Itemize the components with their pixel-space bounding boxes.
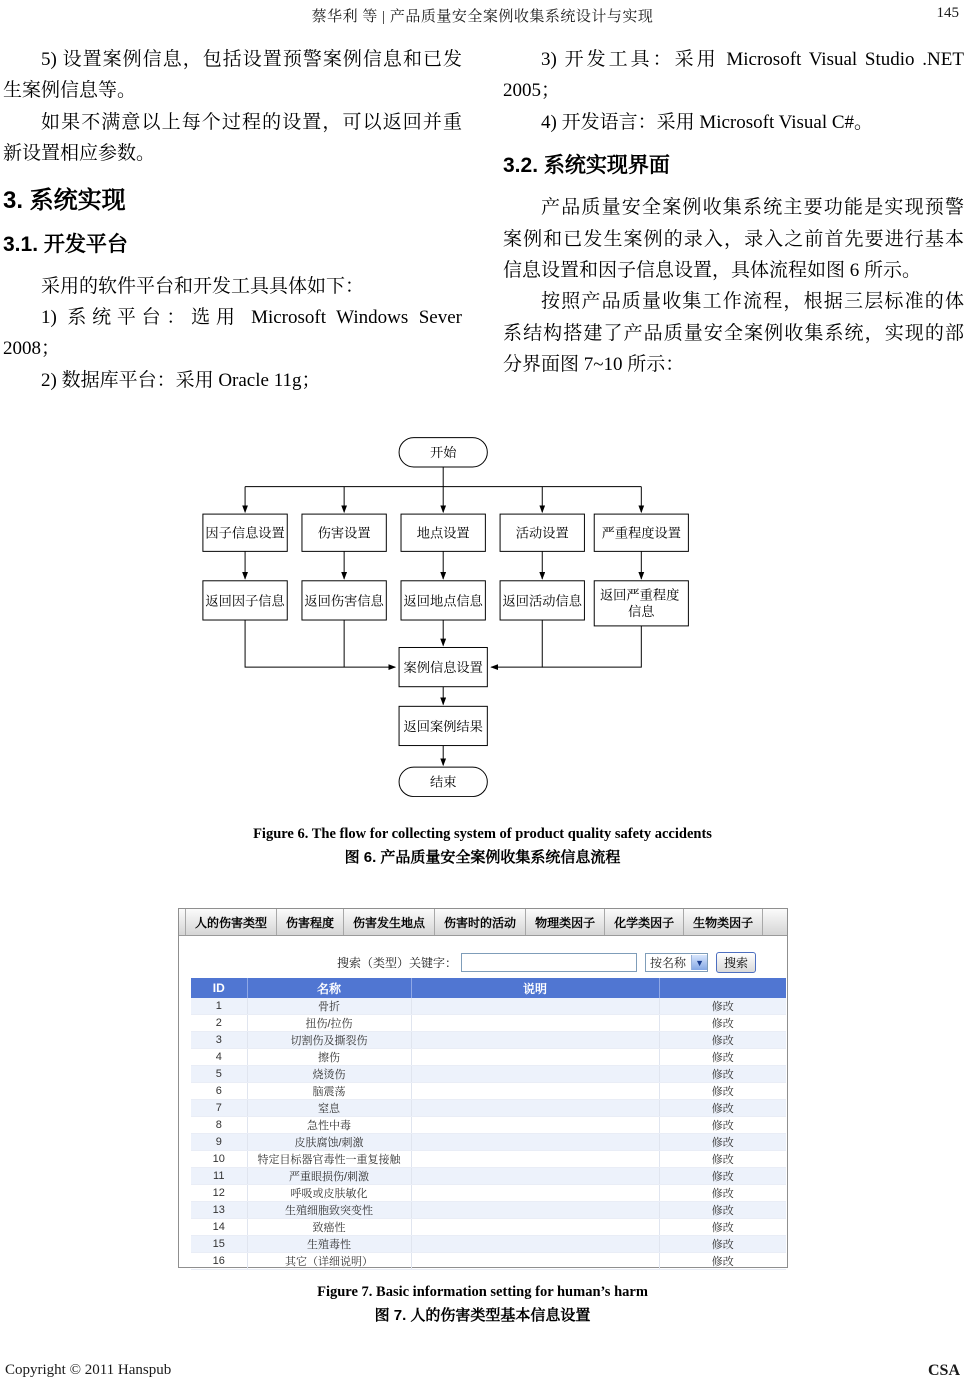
cell-desc (411, 1202, 659, 1219)
text-line: 2008； (3, 338, 61, 360)
flow-label: 返回活动信息 (502, 593, 582, 609)
table-row (191, 998, 786, 1015)
search-button[interactable]: 搜索 (716, 952, 756, 973)
cell-name: 呼吸或皮肤敏化 (247, 1185, 411, 1202)
modify-link[interactable]: 修改 (659, 1151, 786, 1168)
flow-label: 案例信息设置 (403, 660, 483, 675)
figure7-caption (0, 1284, 965, 1325)
modify-link[interactable]: 修改 (659, 1117, 786, 1134)
cell-id: 11 (191, 1168, 247, 1185)
search-filter-value: 按名称 (650, 956, 687, 970)
search-input[interactable] (461, 953, 637, 972)
cell-name: 其它（详细说明） (247, 1253, 411, 1270)
table-row (191, 1049, 786, 1066)
text-line: 如果不满意以上每个过程的设置，可以返回并重 (41, 111, 462, 133)
table-row (191, 1015, 786, 1032)
tab-bar (179, 909, 787, 936)
cell-name: 急性中毒 (247, 1117, 411, 1134)
copyright-text: Copyright © 2011 Hanspub (5, 1362, 172, 1378)
flow-label: 伤害设置 (317, 525, 371, 541)
section-heading: 3.1. 开发平台 (3, 232, 128, 256)
table-row (191, 1236, 786, 1253)
modify-link[interactable]: 修改 (659, 1100, 786, 1117)
search-label: 搜索（类型）关键字： (337, 956, 458, 970)
right-column (503, 44, 964, 381)
cell-name: 生殖毒性 (247, 1236, 411, 1253)
header-name: 名称 (247, 978, 411, 998)
cell-name: 窒息 (247, 1100, 411, 1117)
text-line: 4) 开发语言：采用 Microsoft Visual C#。 (541, 111, 874, 133)
text-line: 产品质量安全案例收集系统主要功能是实现预警 (541, 197, 964, 219)
left-column (3, 44, 462, 396)
cell-desc (411, 998, 659, 1015)
cell-id: 4 (191, 1049, 247, 1066)
cell-desc (411, 1032, 659, 1049)
cell-id: 7 (191, 1100, 247, 1117)
header-desc: 说明 (411, 978, 659, 998)
text-line: 按照产品质量收集工作流程，根据三层标准的体 (541, 291, 964, 313)
table-row (191, 1134, 786, 1151)
text-line: 生案例信息等。 (3, 80, 137, 102)
text-line: 新设置相应参数。 (3, 143, 156, 165)
header-action (659, 978, 786, 998)
modify-link[interactable]: 修改 (659, 1236, 786, 1253)
flow-line (542, 626, 641, 667)
table-row (191, 1151, 786, 1168)
cell-desc (411, 1219, 659, 1236)
figure7-screenshot-panel (178, 908, 788, 1268)
tab-item-5[interactable]: 化学类因子 (605, 909, 684, 935)
modify-link[interactable]: 修改 (659, 1066, 786, 1083)
cell-desc (411, 1253, 659, 1270)
flow-label: 因子信息设置 (205, 525, 285, 541)
text-line: 1) 系统平台：选用 Microsoft Windows Sever (41, 307, 462, 329)
text-line: 2005； (503, 80, 561, 102)
tab-item-2[interactable]: 伤害发生地点 (344, 909, 435, 935)
flow-label: 结束 (429, 774, 457, 790)
cell-desc (411, 1134, 659, 1151)
table-row (191, 1185, 786, 1202)
modify-link[interactable]: 修改 (659, 1202, 786, 1219)
table-header-row (191, 978, 786, 998)
harm-type-table (191, 978, 786, 1270)
cell-id: 9 (191, 1134, 247, 1151)
section-heading: 3. 系统实现 (3, 186, 126, 214)
modify-link[interactable]: 修改 (659, 1185, 786, 1202)
text-line: 分界面图 7~10 所示： (503, 354, 685, 376)
flow-label: 开始 (429, 445, 457, 461)
cell-id: 14 (191, 1219, 247, 1236)
tab-item-3[interactable]: 伤害时的活动 (435, 909, 526, 935)
page-number: 145 (936, 5, 959, 21)
table-row (191, 1253, 786, 1270)
search-row (337, 952, 787, 973)
flow-arrow (245, 620, 395, 667)
cell-name: 皮肤腐蚀/刺激 (247, 1134, 411, 1151)
flow-label: 返回严重程度 信息 (599, 587, 680, 620)
tab-item-6[interactable]: 生物类因子 (684, 909, 763, 935)
cell-name: 脑震荡 (247, 1083, 411, 1100)
modify-link[interactable]: 修改 (659, 1219, 786, 1236)
modify-link[interactable]: 修改 (659, 1015, 786, 1032)
cell-name: 烧烫伤 (247, 1066, 411, 1083)
tab-item-4[interactable]: 物理类因子 (526, 909, 605, 935)
cell-name: 骨折 (247, 998, 411, 1015)
table-row (191, 1032, 786, 1049)
search-filter-select[interactable] (645, 953, 708, 972)
text-line: 3) 开发工具：采用 Microsoft Visual Studio .NET (541, 49, 964, 70)
figure7-caption-en: Figure 7. Basic information setting for human’s harm (317, 1284, 648, 1300)
figure6-caption-en: Figure 6. The flow for collecting system of product quality safety accidents (253, 826, 712, 842)
flow-label: 严重程度设置 (601, 525, 682, 541)
figure6-caption (0, 826, 965, 867)
table-row (191, 1219, 786, 1236)
cell-id: 15 (191, 1236, 247, 1253)
journal-abbrev: CSA (927, 1362, 960, 1379)
figure7-caption-zh: 图 7. 人的伤害类型基本信息设置 (374, 1307, 591, 1324)
cell-name: 切割伤及撕裂伤 (247, 1032, 411, 1049)
tab-item-0[interactable]: 人的伤害类型 (185, 909, 277, 935)
modify-link[interactable]: 修改 (659, 1168, 786, 1185)
modify-link[interactable]: 修改 (659, 998, 786, 1015)
cell-id: 2 (191, 1015, 247, 1032)
cell-desc (411, 1015, 659, 1032)
table-row (191, 1202, 786, 1219)
cell-id: 13 (191, 1202, 247, 1219)
cell-name: 特定目标器官毒性一重复接触 (247, 1151, 411, 1168)
text-line: 系结构搭建了产品质量安全案例收集系统，实现的部 (503, 322, 964, 344)
cell-name: 致癌性 (247, 1219, 411, 1236)
cell-desc (411, 1236, 659, 1253)
cell-desc (411, 1185, 659, 1202)
cell-id: 12 (191, 1185, 247, 1202)
cell-id: 16 (191, 1253, 247, 1270)
cell-id: 5 (191, 1066, 247, 1083)
cell-id: 6 (191, 1083, 247, 1100)
cell-name: 擦伤 (247, 1049, 411, 1066)
cell-desc (411, 1083, 659, 1100)
text-line: 2) 数据库平台：采用 Oracle 11g； (41, 369, 321, 391)
modify-link[interactable]: 修改 (659, 1049, 786, 1066)
figure6-caption-zh: 图 6. 产品质量安全案例收集系统信息流程 (344, 849, 621, 866)
modify-link[interactable]: 修改 (659, 1134, 786, 1151)
figure6-flowchart (198, 432, 708, 815)
flow-label: 返回案例结果 (403, 718, 483, 734)
flow-label: 返回地点信息 (403, 593, 483, 609)
table-row (191, 1066, 786, 1083)
text-line: 案例和已发生案例的录入，录入之前首先要进行基本 (503, 228, 964, 250)
section-heading: 3.2. 系统实现界面 (503, 154, 670, 178)
text-line: 信息设置和因子信息设置，具体流程如图 6 所示。 (503, 260, 922, 282)
flow-label: 返回因子信息 (205, 593, 285, 609)
table-row (191, 1083, 786, 1100)
cell-desc (411, 1117, 659, 1134)
modify-link[interactable]: 修改 (659, 1032, 786, 1049)
cell-name: 生殖细胞致突变性 (247, 1202, 411, 1219)
cell-desc (411, 1151, 659, 1168)
table-row (191, 1117, 786, 1134)
flow-label: 返回伤害信息 (304, 593, 384, 609)
text-line: 5) 设置案例信息，包括设置预警案例信息和已发 (41, 49, 462, 70)
modify-link[interactable]: 修改 (659, 1253, 786, 1270)
modify-link[interactable]: 修改 (659, 1083, 786, 1100)
cell-id: 8 (191, 1117, 247, 1134)
tab-item-1[interactable]: 伤害程度 (277, 909, 344, 935)
cell-name: 严重眼损伤/刺激 (247, 1168, 411, 1185)
cell-desc (411, 1049, 659, 1066)
running-title: 蔡华利 等 | 产品质量安全案例收集系统设计与实现 (311, 9, 654, 25)
chevron-down-icon[interactable]: ▼ (691, 955, 707, 970)
table-row (191, 1100, 786, 1117)
header-id: ID (191, 978, 247, 998)
cell-desc (411, 1066, 659, 1083)
flow-arrow (491, 620, 542, 667)
text-line: 采用的软件平台和开发工具具体如下： (41, 275, 365, 297)
cell-id: 1 (191, 998, 247, 1015)
cell-desc (411, 1100, 659, 1117)
cell-desc (411, 1168, 659, 1185)
flow-label: 地点设置 (416, 525, 470, 541)
cell-name: 扭伤/拉伤 (247, 1015, 411, 1032)
table-row (191, 1168, 786, 1185)
cell-id: 10 (191, 1151, 247, 1168)
flow-label: 活动设置 (515, 525, 569, 541)
cell-id: 3 (191, 1032, 247, 1049)
